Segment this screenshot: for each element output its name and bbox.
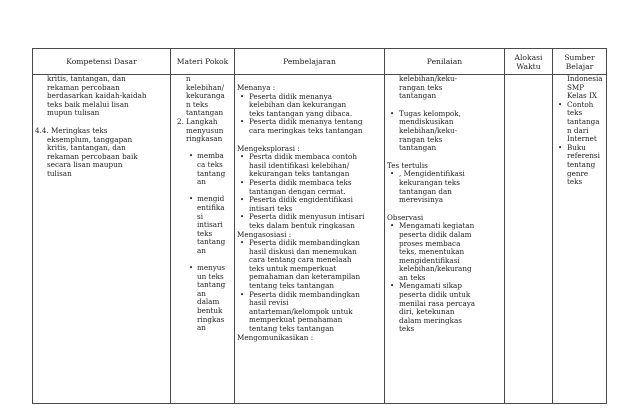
header-pembelajaran: Pembelajaran	[235, 49, 385, 75]
header-penilaian: Penilaian	[385, 49, 505, 75]
list-item: • Peserta didik menanya tentang cara meringkas teks tantangan	[237, 118, 382, 135]
observasi-heading: Observasi	[387, 212, 424, 222]
list-item: • Peserta didik menyusun intisari teks dalam bentuk ringkasan	[237, 213, 382, 230]
sumber-cell	[553, 75, 607, 404]
kompetensi-paragraph: kritis, tantangan, dan rekaman percobaan berdasarkan kaidah-kaidah teks baik melalui lisan mupun tulisan	[47, 75, 147, 118]
header-materi-pokok: Materi Pokok	[171, 49, 235, 75]
header-sumber-belajar: Sumber Belajar	[553, 49, 607, 75]
pembelajaran-cell	[235, 75, 385, 404]
kompetensi-paragraph: 4.4. Meringkas teks eksemplum, tanggapan kritis, tantangan, dan rekaman percobaan baik secara lisan maupun tulisan	[35, 125, 138, 178]
list-item: • menyus un teks tantang an dalam bentuk ringkas an	[186, 264, 232, 333]
list-item: • , Mengidentifikasi kekurangan teks tantangan dan merevisinya	[387, 170, 502, 204]
list-item: • Tugas kelompok, mendiskusikan kelebihan/keku- rangan teks tantangan	[387, 110, 502, 153]
header-row	[33, 49, 607, 75]
penilaian-text: kelebihan/keku- rangan teks tantangan	[399, 75, 458, 101]
list-item: • Peserta didik engidentifikasi intisari teks	[237, 196, 382, 213]
eksplorasi-heading: Mengeksplorasi :	[237, 143, 300, 153]
syllabus-table	[32, 48, 607, 404]
list-item: 2. Langkah menyusun ringkasan • memba ca teks tantang an • mengid entifika si intisari teks tantang an • menyus un teks tantang an dalam bentuk ringkas an	[177, 118, 232, 350]
list-item: • Peserta didik membandingkan hasil revisi antarteman/kelompok untuk memperkuat pemahaman tentang teks tantangan	[237, 291, 382, 334]
list-item: • Peserta didik membandingkan hasil diskusi dan menemukan cara tentang cara menelaah teks untuk memperkuat pemahaman dan keterampilan tentang teks tantangan	[237, 239, 382, 291]
menanya-heading: Menanya :	[237, 83, 276, 92]
materi-cell	[171, 75, 235, 404]
list-item: • Pesrta didik membaca contoh hasil identifikasi kelebihan/ kekurangan teks tantangan	[237, 153, 382, 179]
list-item: • Peserta didik menanya kelebihan dan kekurangan teks tantangan yang dibaca.	[237, 93, 382, 119]
penilaian-cell	[385, 75, 505, 404]
list-item: • Peserta didik membaca teks tantangan dengan cermat.	[237, 179, 382, 196]
kompetensi-cell	[33, 75, 171, 404]
table-row	[33, 75, 607, 404]
alokasi-text	[507, 75, 550, 401]
header-kompetensi-dasar: Kompetensi Dasar	[33, 49, 171, 75]
list-item: • memba ca teks tantang an	[186, 152, 232, 186]
komunikasi-heading: Mengomunikasikan :	[237, 332, 314, 342]
alokasi-cell	[505, 75, 553, 404]
list-item: • Buku referensi tentang genre teks	[555, 144, 604, 187]
list-item: • Mengamati sikap peserta didik untuk menilai rasa percaya diri, ketekunan dalam meringkas teks	[387, 282, 502, 334]
asosiasi-heading: Mengasosiasi :	[237, 229, 292, 239]
sumber-text: Indonesia SMP Kelas IX	[567, 75, 603, 101]
list-item: • Contoh teks tantanga n dari Internet	[555, 101, 604, 144]
materi-text: n kelebihan/ kekuranga n teks tantangan	[186, 75, 225, 118]
list-item: • Mengamati kegiatan peserta didik dalam proses membaca teks, menentukan mengidentifikasi kelebihan/kekurang an teks	[387, 222, 502, 282]
tes-heading: Tes tertulis	[387, 160, 428, 170]
header-alokasi-waktu: Alokasi Waktu	[505, 49, 553, 75]
list-item: • mengid entifika si intisari teks tantang an	[186, 195, 232, 255]
